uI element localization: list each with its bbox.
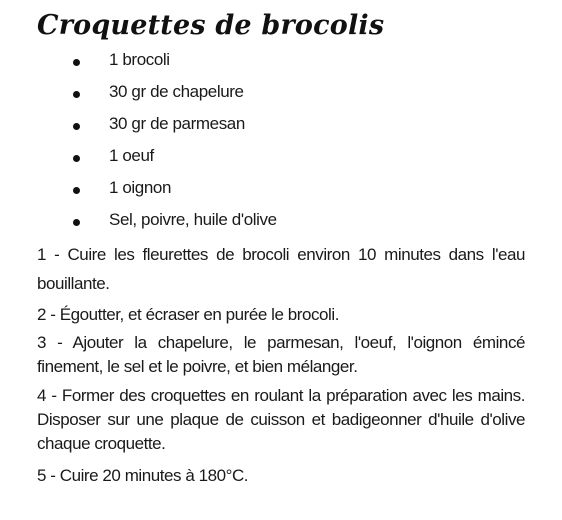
bullet-icon [73, 219, 80, 226]
instruction-steps [37, 240, 525, 492]
bullet-icon [73, 155, 80, 162]
ingredient-label: 1 brocoli [109, 50, 170, 69]
ingredient-label: 30 gr de chapelure [109, 82, 244, 101]
step-5: 5 - Cuire 20 minutes à 180°C. [37, 466, 249, 485]
recipe-title: Croquettes de brocolis [37, 10, 385, 41]
bullet-icon [73, 59, 80, 66]
ingredient-label: 1 oeuf [109, 146, 154, 165]
step-4: 4 - Former des croquettes en roulant la préparation avec les mains. Disposer sur une plaque de cuisson et badigeonner d'huile d'olive chaque croquette. [37, 386, 525, 453]
ingredient-label: 1 oignon [109, 178, 172, 197]
bullet-icon [73, 123, 80, 130]
step-3: 3 - Ajouter la chapelure, le parmesan, l'oeuf, l'oignon émincé finement, le sel et le poivre, et bien mélanger. [37, 333, 525, 376]
step-1: 1 - Cuire les fleurettes de brocoli environ 10 minutes dans l'eau bouillante. [37, 245, 525, 293]
bullet-icon [73, 91, 80, 98]
ingredient-label: Sel, poivre, huile d'olive [109, 210, 277, 229]
step-2: 2 - Égoutter, et écraser en purée le brocoli. [37, 305, 339, 324]
bullet-icon [73, 187, 80, 194]
ingredient-label: 30 gr de parmesan [109, 114, 245, 133]
